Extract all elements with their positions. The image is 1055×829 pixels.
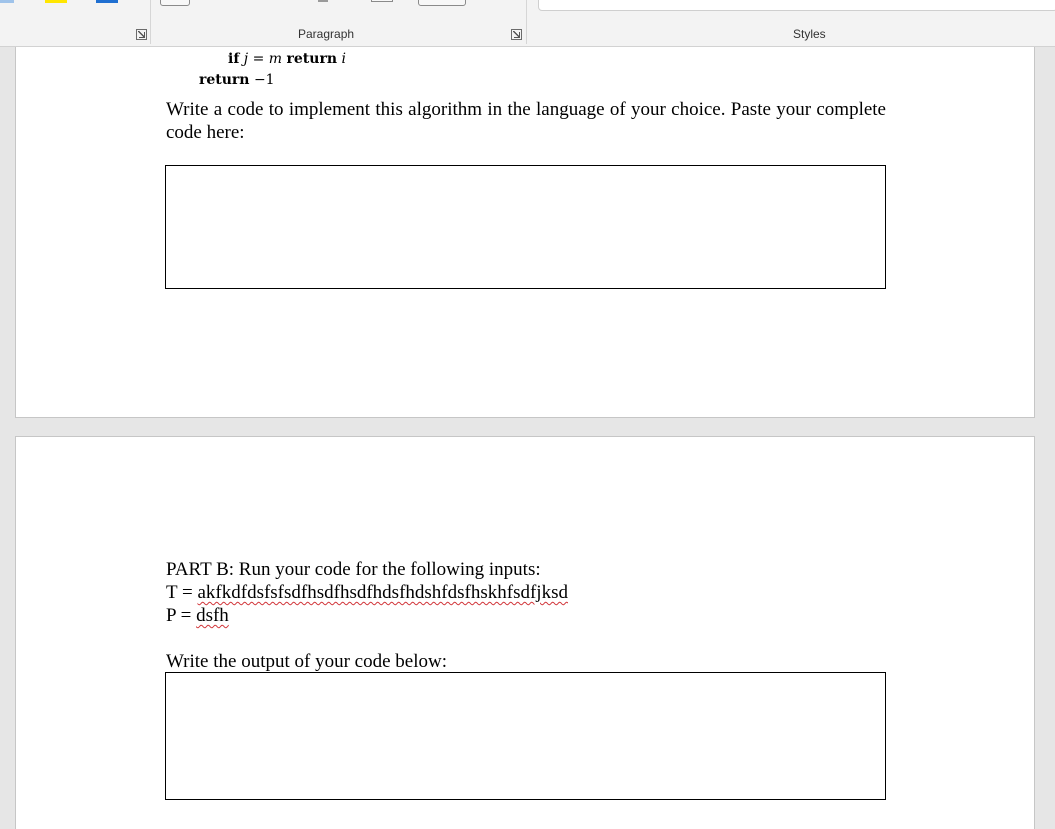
- group-separator: [526, 0, 527, 44]
- document-page-2: [15, 436, 1035, 829]
- group-separator: [150, 0, 151, 44]
- input-p-line: [166, 604, 229, 627]
- highlight-color-swatch[interactable]: [45, 0, 67, 3]
- shading-button[interactable]: [160, 0, 190, 6]
- output-prompt: Write the output of your code below:: [166, 651, 447, 672]
- document-page-1: [15, 30, 1035, 418]
- input-t-value: akfkdfdsfsfsdfhsdfhsdfhdsfhdshfdsfhskhfsdfjksd: [197, 582, 568, 603]
- algorithm-line-if: [228, 51, 346, 67]
- code-answer-box[interactable]: [165, 165, 886, 289]
- ribbon: [0, 0, 1055, 47]
- font-dialog-launcher-icon[interactable]: [136, 29, 147, 40]
- var-j: j: [243, 51, 249, 67]
- var-i: i: [341, 51, 346, 67]
- styles-gallery[interactable]: [538, 0, 1055, 11]
- input-t-label: T =: [166, 582, 198, 603]
- code-instruction: Write a code to implement this algorithm in the language of your choice. Paste your complete code here:: [166, 99, 886, 143]
- keyword-return: return: [199, 72, 250, 88]
- font-color-swatch[interactable]: [96, 0, 118, 3]
- sort-button[interactable]: [418, 0, 466, 6]
- keyword-return: return: [286, 51, 337, 67]
- equals-sign: =: [252, 51, 265, 67]
- ribbon-fragment: [318, 0, 328, 2]
- part-b-heading: PART B: Run your code for the following inputs:: [166, 559, 541, 580]
- input-p-value: dsfh: [196, 605, 229, 626]
- paragraph-dialog-launcher-icon[interactable]: [511, 29, 522, 40]
- styles-group-label: Styles: [793, 27, 826, 41]
- borders-button[interactable]: [371, 0, 393, 2]
- input-p-label: P =: [166, 605, 197, 626]
- return-value: −1: [253, 72, 275, 88]
- output-answer-box[interactable]: [165, 672, 886, 800]
- ribbon-swatch-fragment: [0, 0, 14, 3]
- keyword-if: if: [228, 51, 240, 67]
- var-m: m: [268, 51, 283, 67]
- input-t-line: [166, 581, 568, 604]
- paragraph-group-label: Paragraph: [298, 27, 355, 41]
- algorithm-line-return: [199, 72, 275, 88]
